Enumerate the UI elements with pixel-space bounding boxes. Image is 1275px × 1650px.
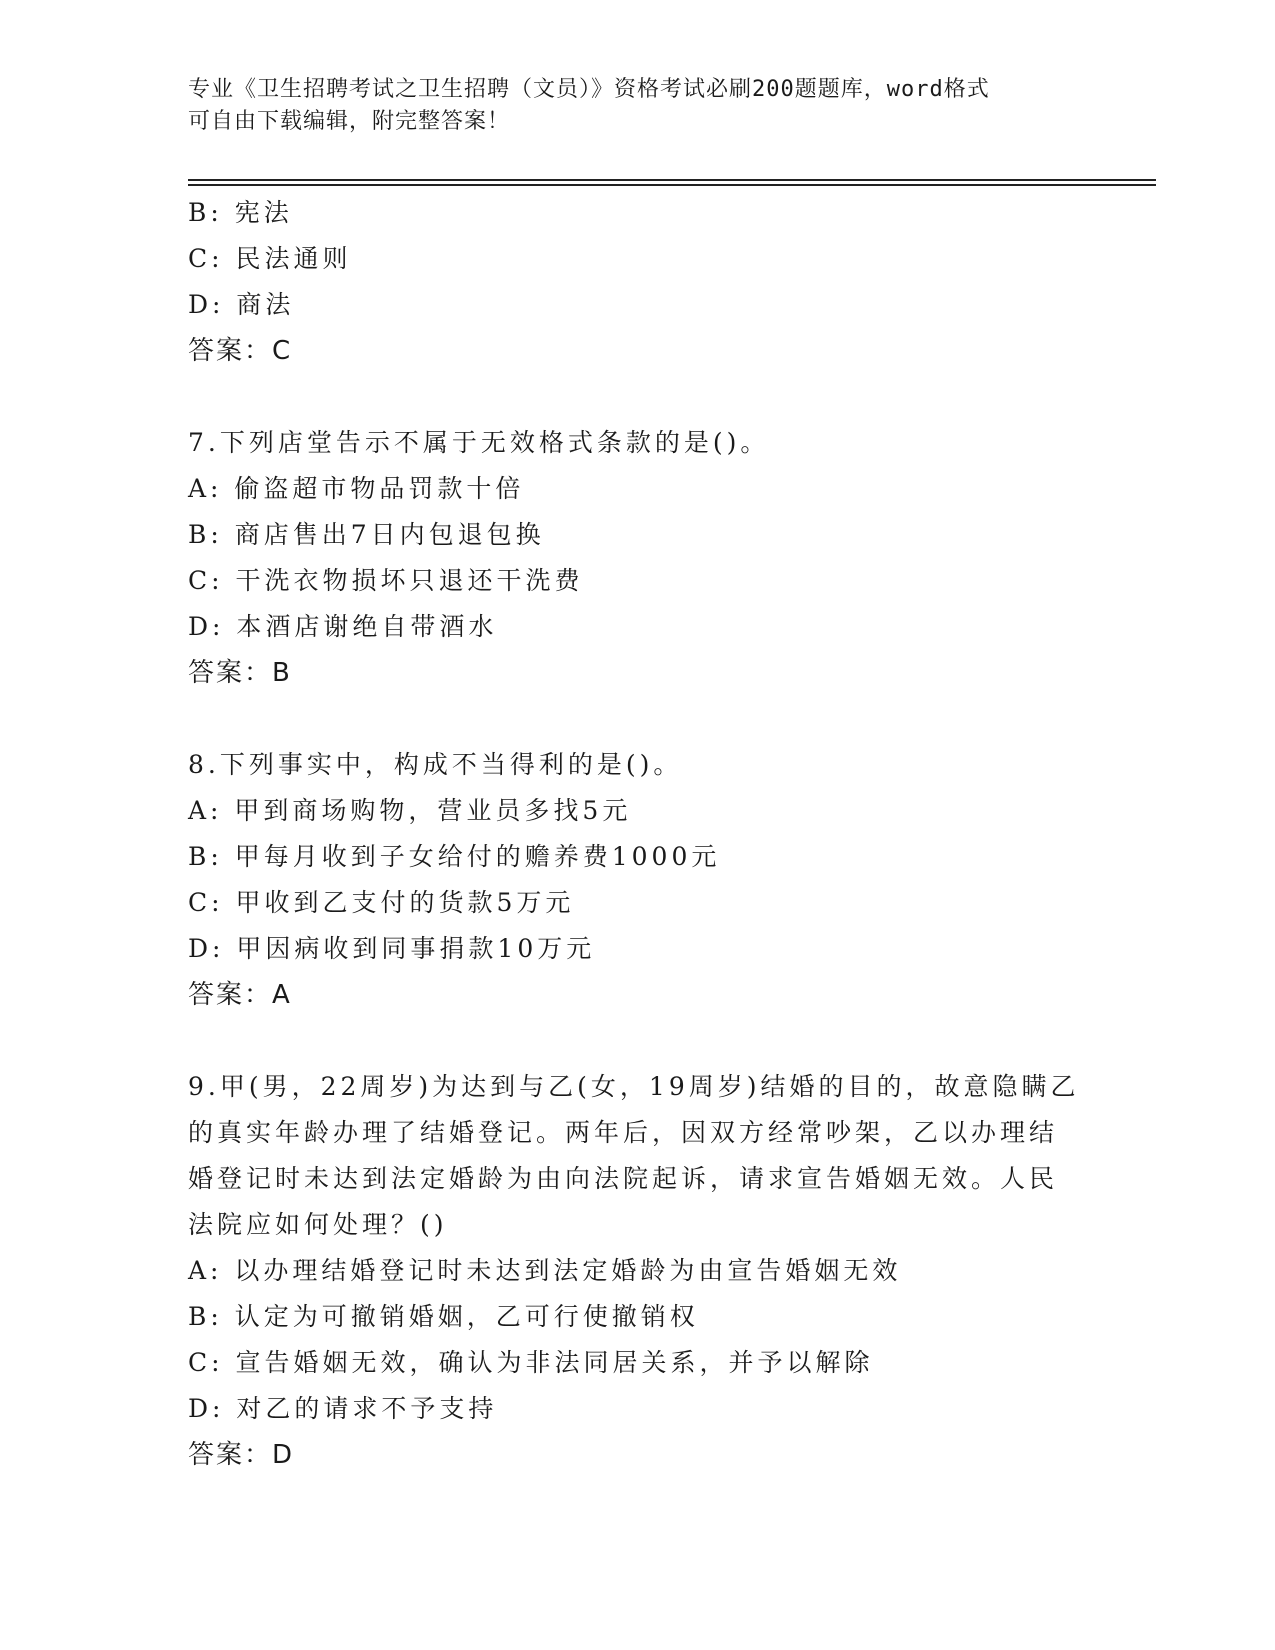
header-line-1: 专业《卫生招聘考试之卫生招聘（文员）》资格考试必刷200题题库，word格式 [188, 77, 990, 102]
question-8-block [188, 742, 1088, 1018]
option-b: B: 认定为可撤销婚姻，乙可行使撤销权 [188, 1302, 699, 1331]
question-text-line-3: 婚登记时未达到法定婚龄为由向法院起诉，请求宣告婚姻无效。人民 [188, 1164, 1059, 1193]
option-b: B: 宪法 [188, 198, 293, 227]
question-7-block [188, 420, 1088, 696]
answer-label: 答案：D [188, 1440, 295, 1470]
question-text-line-2: 的真实年龄办理了结婚登记。两年后，因双方经常吵架，乙以办理结 [188, 1118, 1059, 1147]
question-text: 8.下列事实中，构成不当得利的是()。 [188, 750, 683, 779]
option-c: C: 民法通则 [188, 244, 352, 273]
option-d: D: 商法 [188, 290, 295, 319]
option-a: A: 偷盗超市物品罚款十倍 [188, 474, 525, 503]
header-divider-top [188, 179, 1156, 181]
option-b: B: 甲每月收到子女给付的赡养费1000元 [188, 842, 721, 871]
answer-label: 答案：A [188, 980, 292, 1010]
question-content [188, 190, 1088, 1478]
question-text: 7.下列店堂告示不属于无效格式条款的是()。 [188, 428, 770, 457]
option-c: C: 宣告婚姻无效，确认为非法同居关系，并予以解除 [188, 1348, 874, 1377]
option-b: B: 商店售出7日内包退包换 [188, 520, 545, 549]
question-text-line-1: 9.甲(男，22周岁)为达到与乙(女，19周岁)结婚的目的，故意隐瞒乙 [188, 1072, 1080, 1101]
option-c: C: 干洗衣物损坏只退还干洗费 [188, 566, 584, 595]
question-text-line-4: 法院应如何处理？() [188, 1210, 448, 1239]
spacer [188, 374, 1088, 420]
option-c: C: 甲收到乙支付的货款5万元 [188, 888, 575, 917]
header-line-2: 可自由下载编辑，附完整答案！ [188, 109, 511, 134]
spacer [188, 696, 1088, 742]
answer-label: 答案：C [188, 336, 293, 366]
header-divider-bottom [188, 184, 1156, 186]
document-header [188, 74, 1088, 138]
spacer [188, 1018, 1088, 1064]
option-d: D: 甲因病收到同事捐款10万元 [188, 934, 596, 963]
question-9-block [188, 1064, 1088, 1478]
option-d: D: 本酒店谢绝自带酒水 [188, 612, 498, 641]
option-a: A: 甲到商场购物，营业员多找5元 [188, 796, 632, 825]
answer-label: 答案：B [188, 658, 292, 688]
option-d: D: 对乙的请求不予支持 [188, 1394, 498, 1423]
question-6-block [188, 190, 1088, 374]
option-a: A: 以办理结婚登记时未达到法定婚龄为由宣告婚姻无效 [188, 1256, 902, 1285]
